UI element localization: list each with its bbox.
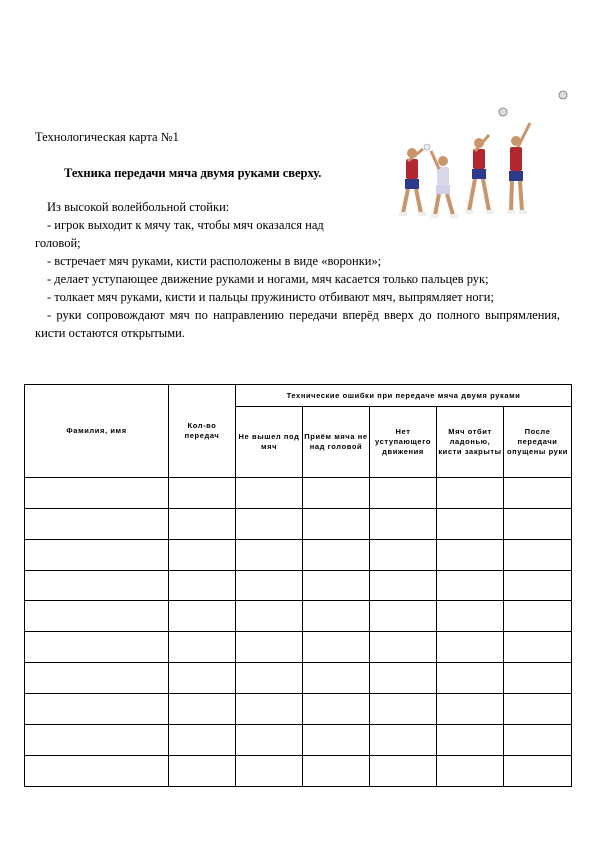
table-row (25, 756, 572, 787)
table-row (25, 570, 572, 601)
table-cell (169, 663, 236, 694)
table-cell (370, 508, 437, 539)
table-cell (25, 477, 169, 508)
header-error-col: Мяч отбит ладонью, кисти закрыты (437, 407, 504, 477)
table-cell (25, 570, 169, 601)
table-cell (370, 570, 437, 601)
table-cell (303, 756, 370, 787)
table-cell (169, 756, 236, 787)
table-cell (236, 725, 303, 756)
table-row (25, 477, 572, 508)
table-cell (236, 632, 303, 663)
table-cell (25, 756, 169, 787)
step-item: - делает уступающее движение руками и ногами, мяч касается только пальцев рук; (47, 272, 489, 286)
table-cell (370, 539, 437, 570)
errors-table (24, 384, 572, 787)
table-cell (236, 570, 303, 601)
table-cell (437, 694, 504, 725)
table-cell (437, 477, 504, 508)
table-cell (504, 539, 572, 570)
step-item: - толкает мяч руками, кисти и пальцы пружинисто отбивают мяч, выпрямляет ноги; (47, 290, 494, 304)
table-cell (169, 725, 236, 756)
step-item: - руки сопровождают мяч по направлению передачи вперёд вверх до полного выпрямления, кисти остаются открытыми. (35, 308, 560, 340)
table-cell (25, 725, 169, 756)
player-figure (431, 151, 458, 218)
table-cell (25, 632, 169, 663)
table-cell (236, 663, 303, 694)
step-item: головой; (35, 236, 81, 250)
table-cell (25, 539, 169, 570)
table-cell (437, 725, 504, 756)
table-cell (504, 601, 572, 632)
header-error-col: Не вышел под мяч (236, 407, 303, 477)
table-cell (437, 570, 504, 601)
table-cell (370, 756, 437, 787)
volleyball-players-illustration (385, 85, 585, 235)
table-cell (437, 601, 504, 632)
table-cell (236, 601, 303, 632)
ball-icon (499, 108, 507, 116)
table-cell (370, 694, 437, 725)
header-name: Фамилия, имя (25, 385, 169, 478)
table-cell (236, 477, 303, 508)
table-cell (25, 694, 169, 725)
player-figure (465, 135, 494, 214)
table-cell (437, 632, 504, 663)
document-title: Технологическая карта №1 (35, 130, 179, 144)
table-row (25, 632, 572, 663)
step-item: - встречает мяч руками, кисти расположены в виде «воронки»; (47, 254, 382, 268)
table-cell (504, 694, 572, 725)
intro-text: Из высокой волейбольной стойки: (47, 200, 230, 214)
table-cell (303, 694, 370, 725)
table-cell (504, 477, 572, 508)
table-cell (437, 756, 504, 787)
header-error-col: После передачи опущены руки (504, 407, 572, 477)
player-figure (507, 123, 530, 214)
table-cell (303, 539, 370, 570)
table-cell (25, 663, 169, 694)
header-error-col: Нет уступающего движения (370, 407, 437, 477)
table-cell (236, 694, 303, 725)
table-cell (504, 570, 572, 601)
header-errors-group: Технические ошибки при передаче мяча двумя руками (236, 385, 572, 407)
table-row (25, 694, 572, 725)
table-cell (303, 725, 370, 756)
steps-list (35, 216, 560, 342)
table-cell (370, 477, 437, 508)
header-error-col: Приём мяча не над головой (303, 407, 370, 477)
table-cell (437, 663, 504, 694)
table-cell (504, 725, 572, 756)
player-figure (399, 148, 426, 216)
table-cell (169, 539, 236, 570)
table-cell (303, 477, 370, 508)
table-cell (169, 477, 236, 508)
step-item: - игрок выходит к мячу так, чтобы мяч оказался над (47, 218, 324, 232)
table-cell (169, 601, 236, 632)
table-cell (303, 632, 370, 663)
table-row (25, 508, 572, 539)
table-cell (236, 756, 303, 787)
table-cell (236, 539, 303, 570)
table-cell (504, 508, 572, 539)
table-cell (236, 508, 303, 539)
header-count: Кол-во передач (169, 385, 236, 478)
ball-icon (559, 91, 567, 99)
table-cell (25, 601, 169, 632)
table-cell (504, 632, 572, 663)
table-cell (437, 508, 504, 539)
document-subtitle: Техника передачи мяча двумя руками сверху. (64, 166, 322, 180)
table-cell (303, 508, 370, 539)
table-cell (370, 663, 437, 694)
table-row (25, 663, 572, 694)
table-cell (504, 663, 572, 694)
table-row (25, 539, 572, 570)
table-cell (169, 694, 236, 725)
table-cell (169, 508, 236, 539)
table-cell (504, 756, 572, 787)
table-cell (303, 663, 370, 694)
table-cell (370, 601, 437, 632)
table-cell (169, 570, 236, 601)
table-cell (370, 632, 437, 663)
table-cell (370, 725, 437, 756)
table-row (25, 601, 572, 632)
ball-icon (424, 144, 430, 150)
table-cell (303, 601, 370, 632)
table-cell (25, 508, 169, 539)
table-row (25, 725, 572, 756)
table-cell (303, 570, 370, 601)
table-cell (169, 632, 236, 663)
table-cell (437, 539, 504, 570)
